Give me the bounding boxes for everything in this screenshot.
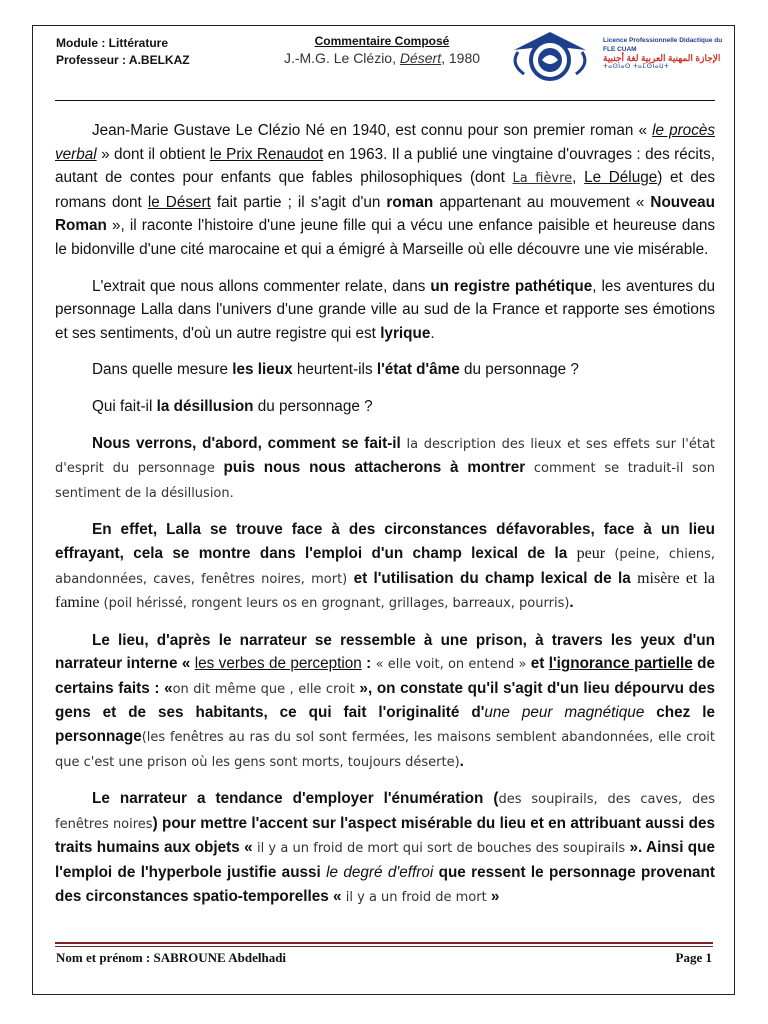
licence-block bbox=[603, 36, 728, 72]
paragraph-prison: Le lieu, d'après le narrateur se ressemble à une prison, à travers les yeux d'un narrateur interne « les verbes de perception : « elle voit, on entend » et l'ignorance partielle de certains faits : «on dit même que , elle croit », on constate qu'il s'agit d'un lieu dépourvu des gens et de ses habitants, ce qui fait l'originalité d'une peur magnétique chez le personnage(les fenêtres au ras du sol sont fermées, les maisons semblent abandonnées, elle croit que c'est une prison où les gens sont morts, toujours déserte). bbox=[55, 631, 715, 770]
commentary-body bbox=[55, 119, 715, 922]
work-year: , 1980 bbox=[441, 50, 481, 66]
paragraph-question-1: Dans quelle mesure les lieux heurtent-ils l'état d'âme du personnage ? bbox=[92, 361, 579, 379]
header-left bbox=[56, 35, 190, 69]
licence-line-ar: الإجازة المهنية العربية لغة أجنبية bbox=[603, 53, 721, 63]
author-name: J.-M.G. Le Clézio, bbox=[283, 50, 400, 66]
footer-rule-thin bbox=[55, 946, 713, 947]
university-logo bbox=[500, 30, 600, 82]
work-reference bbox=[262, 49, 502, 68]
document-title: Commentaire Composé bbox=[314, 34, 450, 48]
paragraph-enumeration: Le narrateur a tendance d'employer l'énumération (des soupirails, des caves, des fenêtres noires) pour mettre l'accent sur l'aspect misérable du lieu et en attribuant aussi des traits humains aux objets « il y a un froid de mort qui sort de bouches des soupirails ». Ainsi que l'emploi de l'hyperbole justifie aussi le degré d'effroi que ressent le personnage provenant des circonstances spatio-temporelles « il y a un froid de mort » bbox=[55, 790, 715, 905]
professor-label: Professeur : A.BELKAZ bbox=[56, 53, 190, 67]
licence-line-fr: Licence Professionnelle Didactique du FLE CUAM bbox=[603, 37, 723, 53]
licence-line-tifinagh: ⵜⴰⵙⵏⴰⵙ ⵜⴰⵎⵙⵏⴰⵡⵜ bbox=[603, 64, 670, 70]
paragraph-registre: L'extrait que nous allons commenter relate, dans un registre pathétique, les aventures du personnage Lalla dans l'univers d'une grande ville au sud de la France et rapporte ses émotions et ses sentiments, d'où un autre registre qui est lyrique. bbox=[55, 277, 716, 342]
paragraph-plan: Nous verrons, d'abord, comment se fait-il la description des lieux et ses effets sur l'état d'esprit du personnage puis nous nous attacherons à montrer comment se traduit-il son sentiment de la désillusion. bbox=[55, 434, 716, 501]
header-center bbox=[262, 34, 502, 68]
header-divider bbox=[55, 100, 715, 101]
paragraph-intro: Jean-Marie Gustave Le Clézio Né en 1940, est connu pour son premier roman « le procès verbal » dont il obtient le Prix Renaudot en 1963. Il a publié une vingtaine d'ouvrages : des récits, autant de contes pour enfants que fables philosophiques (dont La fièvre, Le Déluge) et des romans dont le Désert fait partie ; il s'agit d'un roman appartenant au mouvement « Nouveau Roman », il raconte l'histoire d'une jeune fille qui a vécu une enfance paisible et heureuse dans le bidonville d'une cité marocaine et qui a émigré à Marseille où elle découvre une vie misérable. bbox=[55, 122, 716, 258]
paragraph-peur: En effet, Lalla se trouve face à des circonstances défavorables, face à un lieu effrayant, cela se montre dans l'emploi d'un champ lexical de la peur (peine, chiens, abandonnées, caves, fenêtres noires, mort) et l'utilisation du champ lexical de la misère et la famine (poil hérissé, rongent leurs os en grognant, grillages, barreaux, pourris). bbox=[55, 521, 715, 612]
footer-rule-thick bbox=[55, 942, 713, 944]
work-title: Désert bbox=[399, 50, 442, 66]
page-number: Page 1 bbox=[675, 950, 712, 965]
paragraph-question-2: Qui fait-il la désillusion du personnage ? bbox=[92, 397, 373, 415]
student-name: Nom et prénom : SABROUNE Abdelhadi bbox=[56, 950, 287, 965]
module-label: Module : Littérature bbox=[56, 36, 169, 50]
